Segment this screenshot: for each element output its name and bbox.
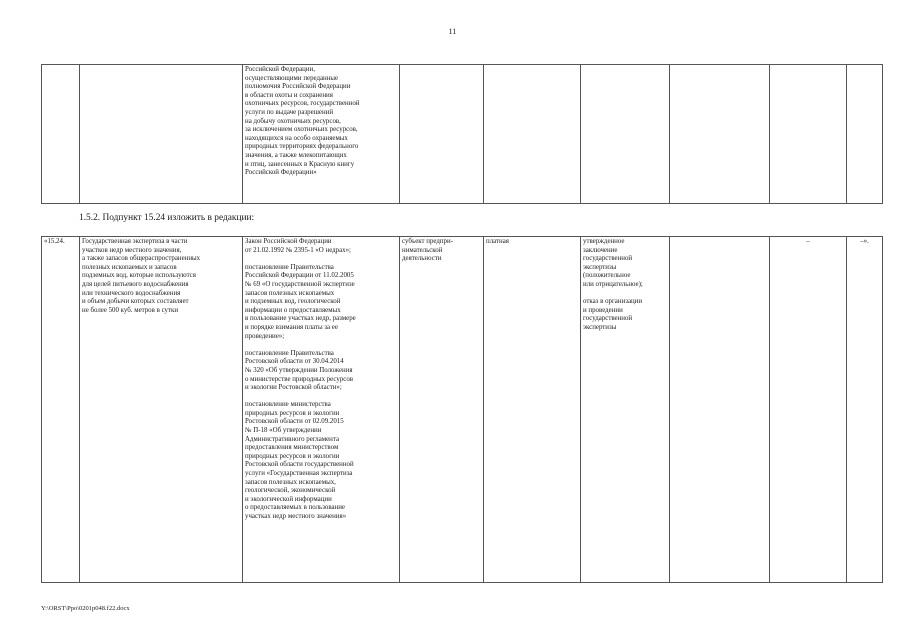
text-line: запасов полезных ископаемых, <box>245 478 336 486</box>
page-number: 11 <box>448 27 457 36</box>
text-line: отказ в организации <box>583 298 643 306</box>
text-line: услуги «Государственная экспертиза <box>245 470 353 478</box>
paragraph-gap <box>245 393 397 402</box>
text-line: экспертизы <box>583 263 617 271</box>
text-line: Российской Федерации от 11.02.2005 <box>245 272 354 280</box>
text-line: предоставления министерством <box>245 444 339 452</box>
text-line: Закон Российской Федерации <box>245 238 332 245</box>
text-line: или отрицательное); <box>583 280 643 288</box>
top-cell-6 <box>581 65 670 204</box>
top-cell-8 <box>770 65 847 204</box>
text-line: и проведении <box>583 306 623 314</box>
text-line: и экологической информации <box>245 495 332 503</box>
text-line: находящихся на особо охраняемых <box>245 134 348 142</box>
text-line: Ростовской области от 30.04.2014 <box>245 358 344 366</box>
text-line: № 320 «Об утверждении Положения <box>245 366 353 374</box>
text-line: участках недр местного значения» <box>245 513 347 520</box>
text-line: и подземных вод, геологической <box>245 298 341 306</box>
text-line: государственной <box>583 315 633 323</box>
text-line: за исключением охотничьих ресурсов, <box>245 126 358 134</box>
top-table-fragment <box>41 64 883 204</box>
col7-cell <box>670 237 770 583</box>
text-line: Российской Федерации, <box>245 66 315 73</box>
text-line: для целей питьевого водоснабжения <box>82 280 189 288</box>
top-cell-9 <box>847 65 883 204</box>
legal-basis-cell <box>243 237 400 583</box>
section-heading: 1.5.2. Подпункт 15.24 изложить в редакции: <box>79 213 255 223</box>
text-line: деятельности <box>402 255 442 263</box>
text-line: и порядке взимания платы за ее <box>245 323 338 331</box>
text-line: Государственная экспертиза в части <box>82 238 188 245</box>
text-line: полезных ископаемых и запасов <box>82 263 177 271</box>
text-line: охотничьих ресурсов, государственной <box>245 100 360 108</box>
text-line: природных ресурсов и экологии <box>245 409 340 417</box>
service-name-cell <box>80 237 243 583</box>
text-line: постановление Правительства <box>245 263 334 271</box>
top-cell-1 <box>42 65 80 204</box>
text-line: и птиц, занесенных в Красную книгу <box>245 160 355 168</box>
text-line: экспертизы <box>583 323 617 331</box>
text-line: нимательской <box>402 246 443 254</box>
top-cell-4 <box>400 65 484 204</box>
row-number: «15.24. <box>42 237 80 583</box>
text-line: природных ресурсов и экологии <box>245 452 340 460</box>
paragraph-gap <box>245 255 397 264</box>
top-cell-legal-basis <box>243 65 400 204</box>
text-line: на добычу охотничьих ресурсов, <box>245 117 341 125</box>
text-line: полномочия Российской Федерации <box>245 83 351 91</box>
text-line: информации о предоставляемых <box>245 306 341 314</box>
text-line: в пользование участках недр, размере <box>245 315 356 323</box>
text-line: геологической, экономической <box>245 487 336 495</box>
top-cell-7 <box>670 65 770 204</box>
text-line: Российской Федерации» <box>245 169 317 177</box>
text-line: заключение <box>583 246 618 254</box>
text-line: природных территориях федерального <box>245 143 359 151</box>
text-line: о предоставляемых в пользование <box>245 504 345 512</box>
top-cell-5 <box>484 65 581 204</box>
result-cell <box>581 237 670 583</box>
paragraph-gap <box>245 341 397 350</box>
text-line: Ростовской области от 02.09.2015 <box>245 418 344 426</box>
paragraph-gap <box>583 290 667 299</box>
text-line: или технического водоснабжения <box>82 289 181 297</box>
text-line: субъект предпри- <box>402 238 453 245</box>
text-line: Ростовской области государственной <box>245 461 354 469</box>
text-line: и объем добычи которых составляет <box>82 298 189 306</box>
text-line: Административного регламента <box>245 435 340 443</box>
text-line: и экологии Ростовской области»; <box>245 384 342 392</box>
top-cell-2 <box>80 65 243 204</box>
text-line: подземных вод, которые используются <box>82 272 196 280</box>
text-line: участков недр местного значения, <box>82 246 182 254</box>
text-line: услуги по выдаче разрешений <box>245 108 334 116</box>
text-line: № П-18 «Об утверждении <box>245 427 322 435</box>
text-line: проведение»; <box>245 332 285 340</box>
text-line: запасов полезных ископаемых <box>245 289 335 297</box>
text-line: (положительное <box>583 272 631 280</box>
text-line: не более 500 куб. метров в сутки <box>82 306 179 314</box>
recipient-cell <box>400 237 484 583</box>
text-line: о министерстве природных ресурсов <box>245 375 354 383</box>
text-line: постановление Правительства <box>245 349 334 357</box>
text-line: осуществляющими переданные <box>245 74 339 82</box>
text-line: государственной <box>583 255 633 263</box>
text-line: значения, а также млекопитающих <box>245 151 347 159</box>
text-line: постановление министерства <box>245 401 331 409</box>
text-line: утвержденное <box>583 238 625 245</box>
col9-cell: –». <box>847 237 883 583</box>
col8-cell: – <box>770 237 847 583</box>
text-line: в области охоты и сохранения <box>245 91 333 99</box>
footer-file-path: Y:\ORST\Ppo\0201p048.f22.docx <box>41 605 130 612</box>
text-line: от 21.02.1992 № 2395-1 «О недрах»; <box>245 246 351 254</box>
text-line: № 69 «О государственной экспертизе <box>245 280 355 288</box>
service-table <box>41 236 883 583</box>
text-line: а также запасов общераспространенных <box>82 255 201 263</box>
payment-cell: платная <box>484 237 581 583</box>
